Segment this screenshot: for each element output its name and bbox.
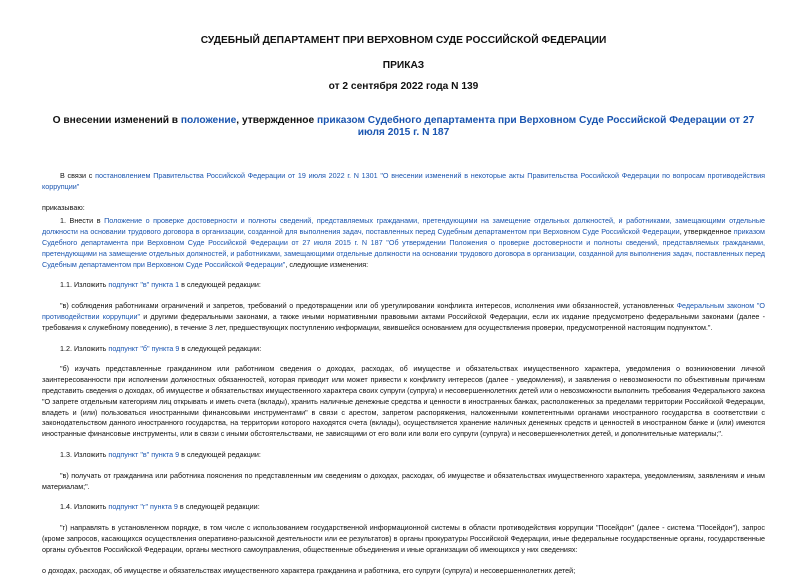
s13-text-post: в следующей редакции:: [179, 449, 261, 459]
subsection-1-2-heading: [42, 344, 765, 355]
intro-text: В связи с: [60, 171, 96, 180]
paragraph-1: [42, 216, 765, 270]
p1-text-pre: 1. Внести в: [60, 216, 105, 226]
s12-text-pre: 1.2. Изложить: [60, 343, 109, 353]
intro-link-resolution[interactable]: постановлением Правительства Российской Федерации от 19 июля 2022 г. N 1301 "О внесении изменений в некоторые акты Правительства Российской Федерации по вопросам противодействия коррупции": [42, 171, 765, 191]
subsection-1-4-heading: [42, 502, 765, 513]
s11-text-post: в следующей редакции:: [179, 280, 261, 290]
intro-paragraph: [42, 171, 765, 193]
s12-link[interactable]: подпункт "б" пункта 9: [108, 343, 180, 353]
s11-body-post: и другими федеральными законами, а также иными нормативными правовыми актами Российской Федерации, если их издание предусмотрено федеральными законами (далее - требования к служебному поведению), в течение 3 лет, предшествующих поступлению информации, явившейся основанием для осуществления проверки, предусмотренной настоящим подпунктом.".: [42, 311, 766, 332]
s14-link[interactable]: подпункт "г" пункта 9: [108, 502, 178, 512]
order-word: приказываю:: [42, 202, 85, 212]
subsection-1-1-text: [42, 301, 765, 333]
s14-text-pre: 1.4. Изложить: [60, 502, 109, 512]
document-type: ПРИКАЗ: [382, 60, 425, 71]
p1-text-mid: , утвержденное: [679, 227, 734, 237]
s14-text-post: в следующей редакции:: [177, 502, 260, 512]
subsection-1-3-text: "в) получать от гражданина или работника пояснения по представленным им сведениям о доходах, расходах, об имуществе и обязательствах имущественного характера, уведомлениям, заявлениям и иным материалам;".: [42, 470, 765, 491]
s13-link[interactable]: подпункт "в" пункта 9: [108, 449, 180, 459]
s11-body-link-law[interactable]: Федеральным законом "О противодействии коррупции": [42, 301, 765, 321]
subsection-1-4-item: о доходах, расходах, об имуществе и обязательствах имущественного характера гражданина и работника, его супруги (супруга) и несовершеннолетних детей;: [42, 565, 576, 575]
organization-name: СУДЕБНЫЙ ДЕПАРТАМЕНТ ПРИ ВЕРХОВНОМ СУДЕ РОССИЙСКОЙ ФЕДЕРАЦИИ: [200, 35, 607, 46]
subsection-1-3-heading: [42, 450, 765, 461]
p1-link-regulation[interactable]: Положение о проверке достоверности и полноты сведений, представляемых гражданами, претендующими на замещение отдельных должностей, и работниками, замещающими отдельные должности на основании трудового договора в организации, созданной для выполнения задач, поставленных перед Судебным департаментом при Верховном Суде Российской Федерации: [42, 216, 765, 237]
s13-text-pre: 1.3. Изложить: [60, 449, 109, 459]
s12-text-post: в следующей редакции:: [179, 343, 262, 353]
s11-text-pre: 1.1. Изложить: [60, 280, 109, 290]
document-title: [42, 115, 765, 139]
s11-link[interactable]: подпункт "в" пункта 1: [108, 280, 180, 290]
title-text-pre: О внесении изменений в: [52, 115, 181, 126]
title-link-regulation[interactable]: положение: [180, 115, 237, 126]
p1-text-post: , следующие изменения:: [285, 259, 369, 269]
s11-body-pre: "в) соблюдения работниками ограничений и запретов, требований о предотвращении или об урегулировании конфликта интересов, исполнения ими обязанностей, установленных: [60, 301, 677, 311]
subsection-1-2-text: "б) изучать представленные гражданином или работником сведения о доходах, расходах, об имуществе и обязательствах имущественного характера, уведомления о возникновении личной заинтересованности при исполнении должностных обязанностей, которая приводит или может привести к конфликту интересов (далее - уведомления), и заявления о невозможности по объективным причинам представить сведения о доходах, об имуществе и обязательствах имущественного характера своих супруги (супруга) и несовершеннолетних детей или о невозможности выполнить требования Федерального закона "О запрете отдельным категориям лиц открывать и иметь счета (вклады), хранить наличные денежные средства и ценности в иностранных банках, расположенных за пределами территории Российской Федерации, владеть и (или) пользоваться иностранными финансовыми инструментами" в связи с арестом, запретом распоряжения, наложенными компетентными органами иностранного государства в соответствии с законодательством данного иностранного государства, на территории которого находятся счета (вклады), осуществляется хранение наличных денежных средств и ценностей в иностранном банке и (или) имеются иностранные финансовые инструменты, или в связи с иными обстоятельствами, не зависящими от его воли или воли его супруги (супруга) и несовершеннолетних детей, и дополнительные материалы;".: [42, 364, 765, 439]
title-text-mid: , утвержденное: [236, 115, 318, 126]
title-link-order[interactable]: приказом Судебного департамента при Верховном Суде Российской Федерации от 27 июля 2015 г. N 187: [317, 115, 755, 138]
document-date-number: от 2 сентября 2022 года N 139: [328, 81, 479, 92]
subsection-1-4-text: "г) направлять в установленном порядке, в том числе с использованием государственной информационной системы в области противодействия коррупции "Посейдон" (далее - система "Посейдон"), запрос (кроме запросов, касающихся осуществления оперативно-разыскной деятельности или ее результатов) в органы прокуратуры Российской Федерации, иные федеральные государственные органы, государственные органы субъектов Российской Федерации, органы местного самоуправления, общественные объединения и иные организации об имеющихся у них сведениях:: [42, 523, 765, 554]
subsection-1-1-heading: [42, 280, 765, 291]
p1-link-order[interactable]: приказом Судебного департамента при Верховном Суде Российской Федерации от 27 июля 2015 г. N 187 "Об утверждении Положения о проверке достоверности и полноты сведений, представляемых гражданами, претендующими на замещение отдельных должностей, и работниками, замещающими отдельные должности на основании трудового договора в организации, созданной для выполнения задач, поставленных перед Судебным департаментом при Верховном Суде Российской Федерации": [42, 227, 765, 269]
